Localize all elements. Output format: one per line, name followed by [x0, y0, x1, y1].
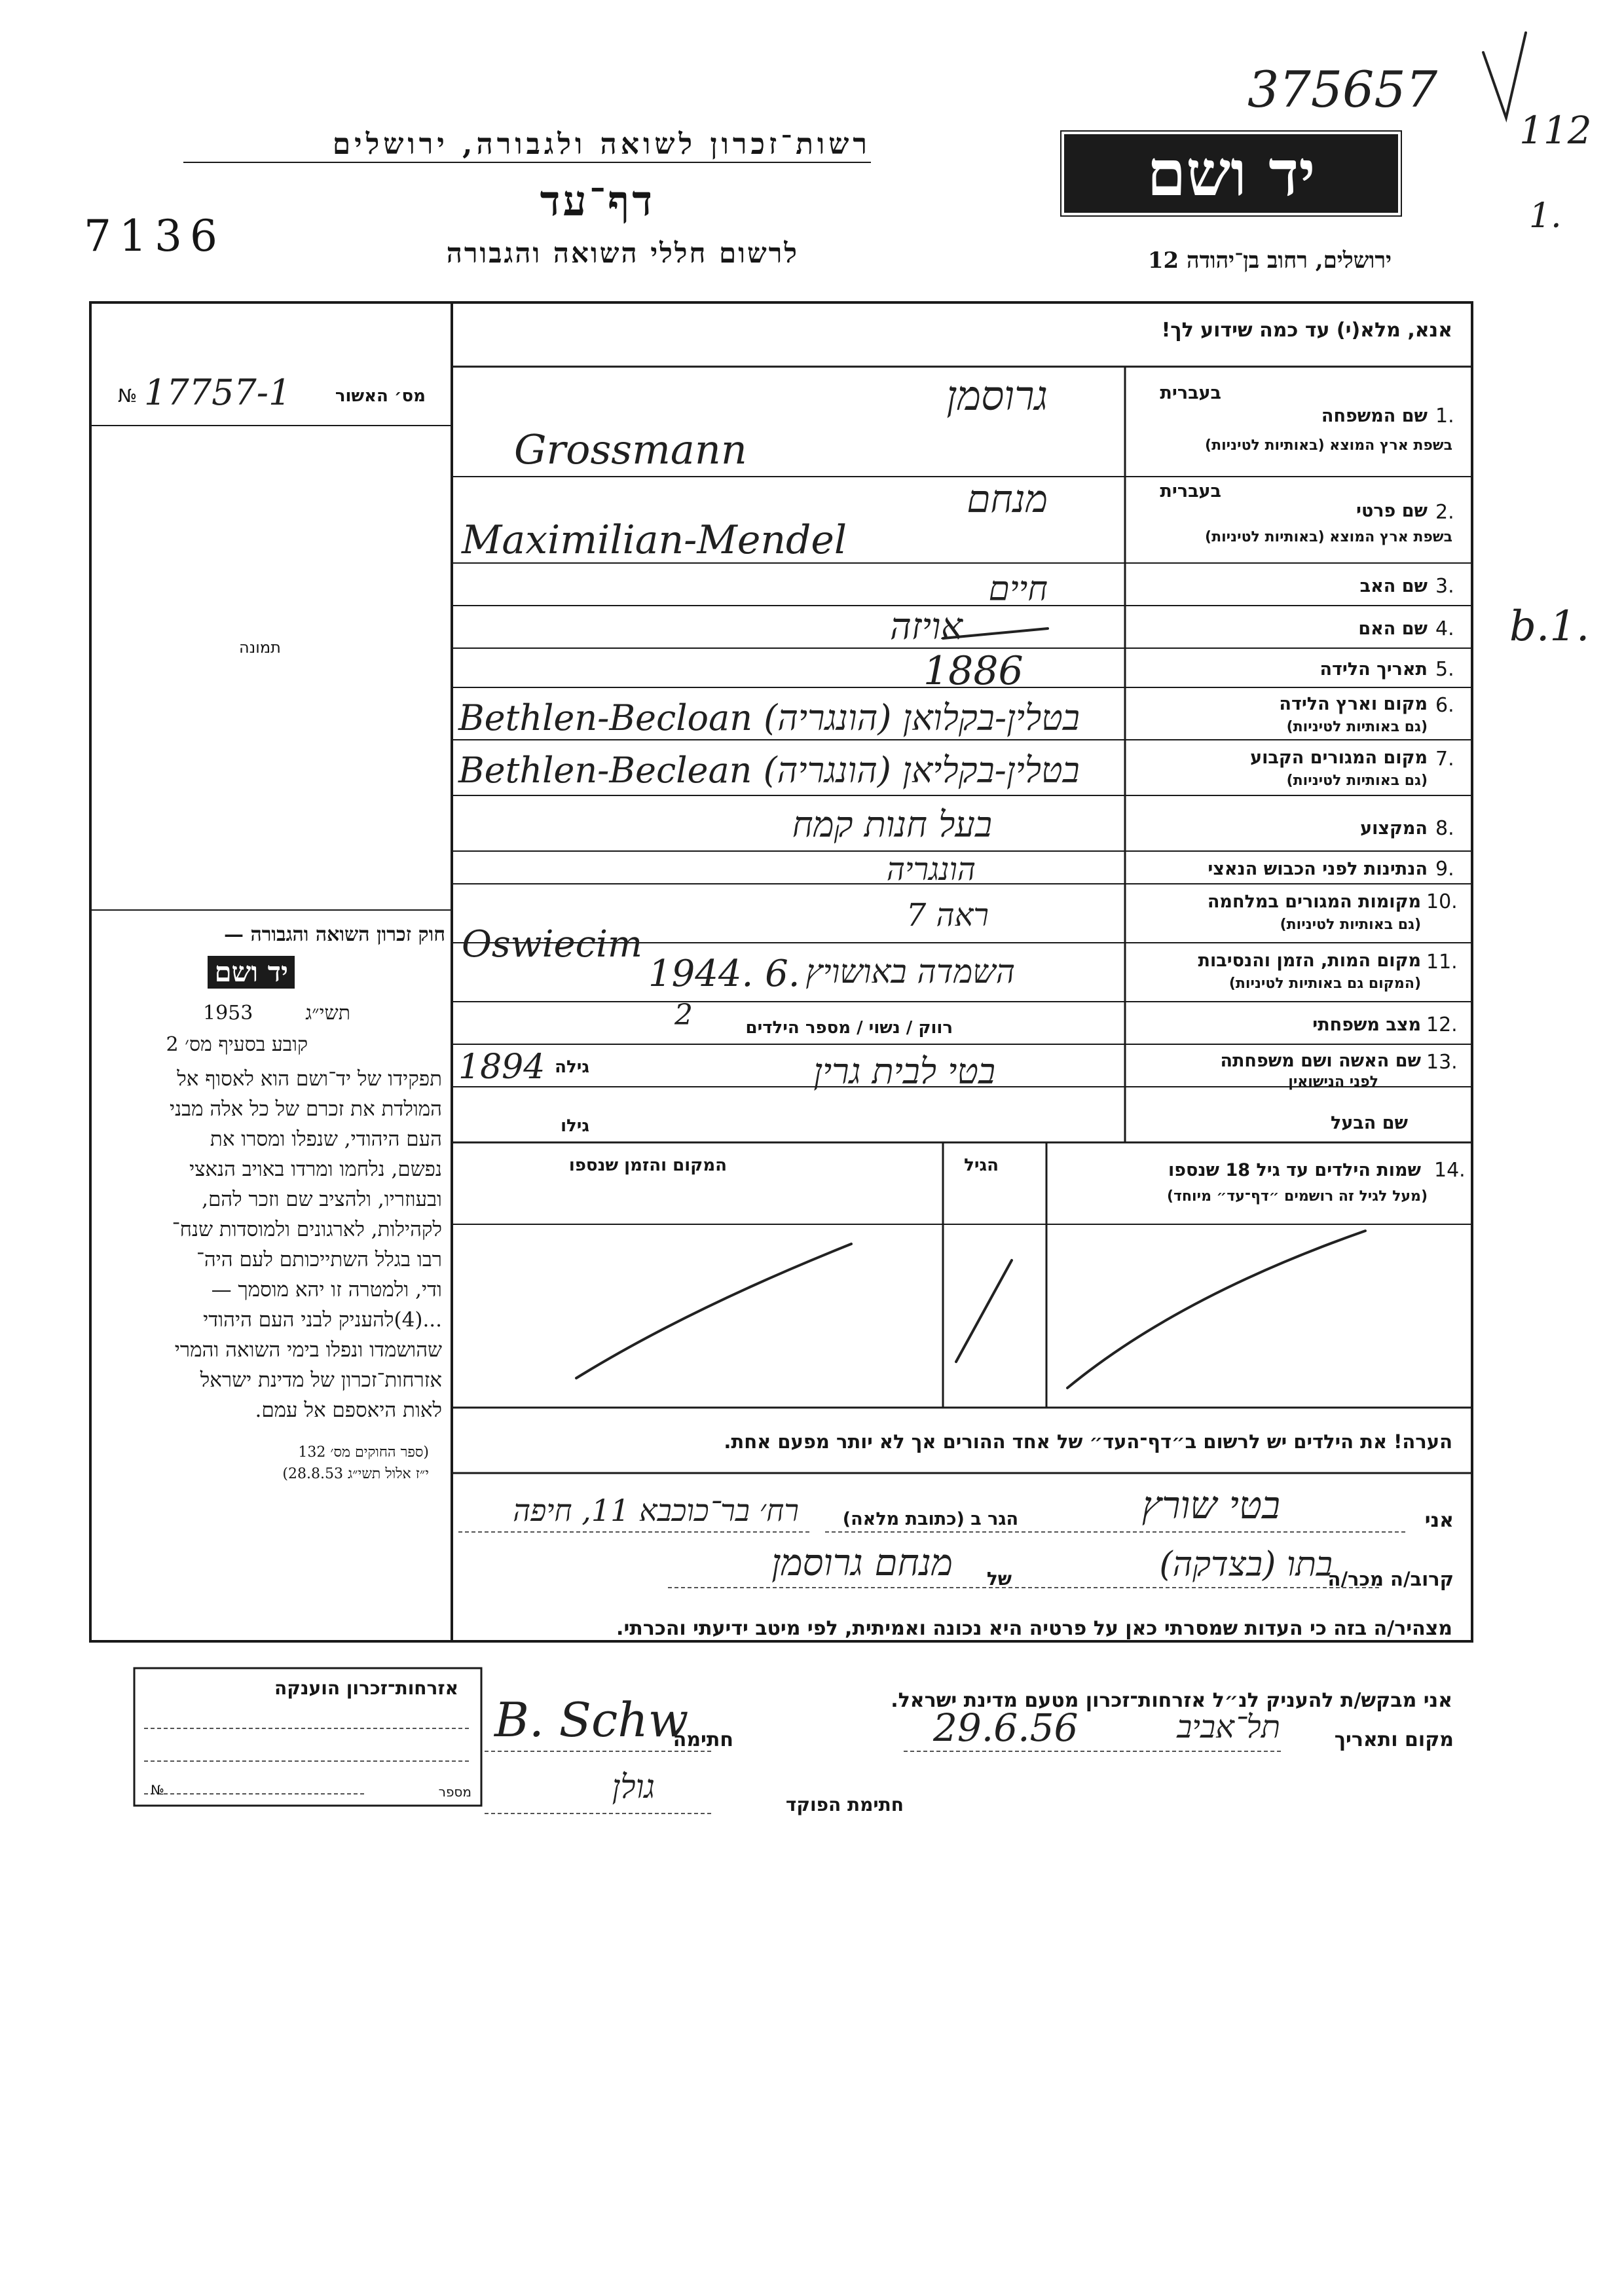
children-header-sub: (מעל לגיל זה רושמים ״דף־עד״ מיוחד)	[1166, 1188, 1428, 1205]
profession[interactable]: בעל חנות קמח	[792, 804, 992, 845]
corner-note-2: 1.	[1529, 196, 1562, 236]
declarant-address[interactable]: רח׳ בר־כוכבא 11, חיפה	[513, 1493, 799, 1528]
field-1-sub: בשפת ארץ המוצא (באותיות לטיניות)	[1205, 437, 1452, 454]
field-2-sub: בשפת ארץ המוצא (באותיות לטיניות)	[1205, 529, 1452, 545]
field-8-label: המקצוע	[1360, 818, 1428, 839]
field-11-label: מקום המות, הזמן והנסיבות	[1198, 951, 1421, 971]
approval-number[interactable]: 17757-1	[144, 372, 291, 413]
field-1-number: 1.	[1435, 405, 1454, 428]
handwritten-checkmark	[1483, 33, 1526, 118]
field-11-sub: (המקום גם באותיות לטיניות)	[1228, 975, 1421, 992]
field-12-children-count[interactable]: 2	[674, 998, 693, 1032]
declaration-i-label: אני	[1424, 1509, 1454, 1532]
field-13-sub: לפני הנישואין	[1288, 1074, 1378, 1090]
form-title: דף־עד	[540, 177, 655, 226]
declaration-request: אני מבקש/ת להעניק לנ״ל אזרחות־זכרון מטעם מדינת ישראל.	[891, 1689, 1452, 1712]
family-name-latin[interactable]: Grossmann	[514, 426, 747, 473]
death-circumstances[interactable]: השמדה באושויץ	[805, 953, 1015, 991]
law-title: חוק זכרון השואה והגבורה —	[224, 923, 445, 946]
place-date-label: מקום ותאריך	[1334, 1728, 1454, 1751]
file-number: 375657	[1247, 60, 1438, 118]
subject-name[interactable]: מנחם גרוסמן	[771, 1542, 953, 1584]
field-1-label: שם המשפחה	[1321, 406, 1428, 426]
signature-label: חתימה	[673, 1728, 733, 1751]
field-12-status-options: רווק / נשוי / מספר הילדים	[745, 1018, 953, 1038]
law-text-4: נפשם, נלחמו ומרדו באויב הנאצי	[189, 1157, 442, 1181]
logo-yad-vashem: יד ושם	[1064, 134, 1398, 213]
field-5-label: תאריך הלידה	[1320, 659, 1428, 680]
law-ref-2: י״ז אלול תשי״ג 28.8.53)	[282, 1466, 429, 1482]
field-5-number: 5.	[1435, 658, 1454, 681]
field-12-label: מצב משפחתי	[1312, 1015, 1421, 1035]
clerk-signature-label: חתימת הפוקד	[785, 1794, 904, 1815]
residence-place[interactable]: Bethlen-Beclean (הונגריה) בטלין-בקליאן	[458, 750, 1080, 791]
field-4-number: 4.	[1435, 617, 1454, 640]
field-2-label: שם פרטי	[1356, 501, 1428, 521]
law-text-7: רבו בגלל השתייכותם לעם היה־	[196, 1248, 442, 1271]
law-text-12: לאות היאספם אל עמם.	[255, 1398, 442, 1422]
field-6-label: מקום וארץ הלידה	[1279, 694, 1428, 714]
approval-label: מס׳ האשור	[335, 386, 426, 406]
form-subtitle: לרשום חללי השואה והגבורה	[446, 237, 799, 269]
stamp-number: 7136	[84, 211, 225, 261]
birth-place[interactable]: Bethlen-Becloan (הונגריה) בטלין-בקלואן	[458, 697, 1080, 738]
handwritten-child-strike-place	[576, 1244, 851, 1378]
field-13-age-label: גילה	[555, 1057, 589, 1077]
field-6-sub: (גם באותיות לטיניות)	[1286, 719, 1428, 735]
wife-name[interactable]: בטי לבית גרין	[813, 1051, 995, 1092]
children-note: הערה! את הילדים יש לרשום ב״דף־העד״ של אחד ההורים אך לא יותר מפעם אחת.	[724, 1430, 1452, 1453]
clerk-signature[interactable]: גולן	[612, 1768, 655, 1806]
declaration-statement: מצהיר/ה בזה כי העדות שמסרתי כאן על פרטיה היא נכונה ואמיתית, לפי מיטב ידיעתי והכרתי.	[616, 1617, 1452, 1640]
law-text-6: לקהילות, לארגונים ולמוסדות שנח־	[172, 1218, 442, 1241]
mother-name[interactable]: אויזה	[889, 606, 963, 648]
law-ref-1: (ספר החוקים מס׳ 132	[298, 1444, 429, 1461]
field-2-tag: בעברית	[1160, 481, 1221, 501]
citizenship-box-title: אזרחות־זכרון הוענקה	[274, 1677, 458, 1699]
relation[interactable]: בתו (בצדקה)	[1159, 1545, 1333, 1584]
birth-date[interactable]: 1886	[923, 648, 1024, 694]
of-label: של	[986, 1568, 1012, 1590]
declaration-date[interactable]: 29.6.56	[933, 1705, 1079, 1750]
law-text-5: ובעוזריו, ולהציב שם וזכר להם,	[202, 1188, 442, 1211]
family-name-hebrew[interactable]: גרוסמן	[946, 372, 1048, 420]
first-name-latin[interactable]: Maximilian-Mendel	[462, 517, 847, 563]
field-4-label: שם האם	[1358, 619, 1428, 639]
wartime-residence[interactable]: ראה 7	[906, 897, 989, 934]
children-number: 14.	[1434, 1159, 1466, 1182]
law-text-9: ...(4)להעניק לבני העם היהודי	[203, 1308, 442, 1332]
relative-label: קרוב/ה מכר/ה	[1327, 1568, 1454, 1590]
declarant-name[interactable]: בטי שורץ	[1141, 1483, 1280, 1527]
law-text-11: אזרחות־זכרון של מדינת ישראל	[200, 1368, 442, 1392]
photo-label: תמונה	[239, 638, 281, 657]
field-7-number: 7.	[1435, 748, 1454, 771]
field-13-number: 13.	[1426, 1051, 1458, 1074]
citizenship-number-label: מספר	[438, 1784, 471, 1800]
field-9-label: הנתינות לפני הכבוש הנאצי	[1208, 859, 1428, 879]
field-10-label: מקומות המגורים במלחמה	[1207, 892, 1421, 912]
field-6-number: 6.	[1435, 694, 1454, 717]
field-1-tag: בעברית	[1160, 383, 1221, 403]
field-7-label: מקום המגורים הקבוע	[1250, 748, 1428, 768]
children-header: שמות הילדים עד גיל 18 שנספו	[1168, 1160, 1421, 1180]
field-8-number: 8.	[1435, 817, 1454, 840]
father-name[interactable]: חיים	[988, 570, 1048, 609]
authority-name: רשות־זכרון לשואה ולגבורה, ירושלים	[332, 128, 871, 161]
field-3-label: שם האב	[1359, 576, 1428, 596]
field-10-sub: (גם באותיות לטיניות)	[1280, 917, 1421, 933]
law-text-2: המולדת את זכרם של כל אלה מבני	[169, 1097, 442, 1121]
corner-note-1: 112	[1519, 108, 1592, 153]
law-logo: יד ושם	[208, 956, 295, 989]
law-year-hebrew: תשי״ג	[305, 1002, 350, 1025]
handwritten-child-strike-name	[1067, 1231, 1365, 1388]
law-text-1: תפקידו של יד־ושם הוא לאסוף אל	[177, 1067, 442, 1091]
first-name-hebrew[interactable]: מנחם	[967, 477, 1048, 521]
death-place-latin[interactable]: Oswiecim	[462, 923, 643, 966]
resident-label: הגר ב (כתובת מלאה)	[842, 1509, 1018, 1529]
wife-birth-year[interactable]: 1894	[458, 1048, 545, 1087]
husband-age-label: גילו	[561, 1116, 589, 1136]
instructions: אנא, מלא(י) עד כמה שידוע לך!	[1161, 319, 1452, 342]
husband-label: שם הבעל	[1330, 1113, 1408, 1133]
side-note: b.1.	[1509, 602, 1590, 651]
law-text-3: העם היהודי, שנפלו ומסרו את	[210, 1127, 442, 1151]
handwritten-child-strike-age	[956, 1260, 1012, 1362]
declaration-place[interactable]: תל־אביב	[1177, 1709, 1280, 1745]
address: ירושלים, רחוב בן־יהודה 12	[1147, 247, 1392, 274]
field-10-number: 10.	[1426, 890, 1458, 913]
nationality[interactable]: הונגריה	[886, 851, 976, 888]
law-text-10: שהושמדו ונפלו בימי השואה והמרי	[174, 1338, 442, 1362]
death-date[interactable]: 1944. 6.	[648, 953, 800, 995]
law-year: 1953	[203, 1002, 253, 1025]
field-12-number: 12.	[1426, 1013, 1458, 1036]
law-section: קובע בסעיף מס׳ 2	[166, 1033, 308, 1056]
approval-prefix: №	[118, 385, 138, 407]
law-text-8: ודי, ולמטרה זו יהא מוסמך —	[211, 1278, 442, 1302]
field-13-label: שם האשה ושם משפחתה	[1220, 1051, 1421, 1071]
children-place-col: המקום והזמן שנספו	[568, 1156, 727, 1175]
children-age-col: הגיל	[964, 1156, 999, 1175]
declarant-signature[interactable]: B. Schw	[494, 1692, 689, 1747]
field-7-sub: (גם באותיות לטיניות)	[1286, 773, 1428, 789]
field-9-number: 9.	[1435, 858, 1454, 881]
field-2-number: 2.	[1435, 501, 1454, 524]
citizenship-no: №	[151, 1782, 164, 1798]
field-11-number: 11.	[1426, 951, 1458, 974]
field-3-number: 3.	[1435, 575, 1454, 598]
